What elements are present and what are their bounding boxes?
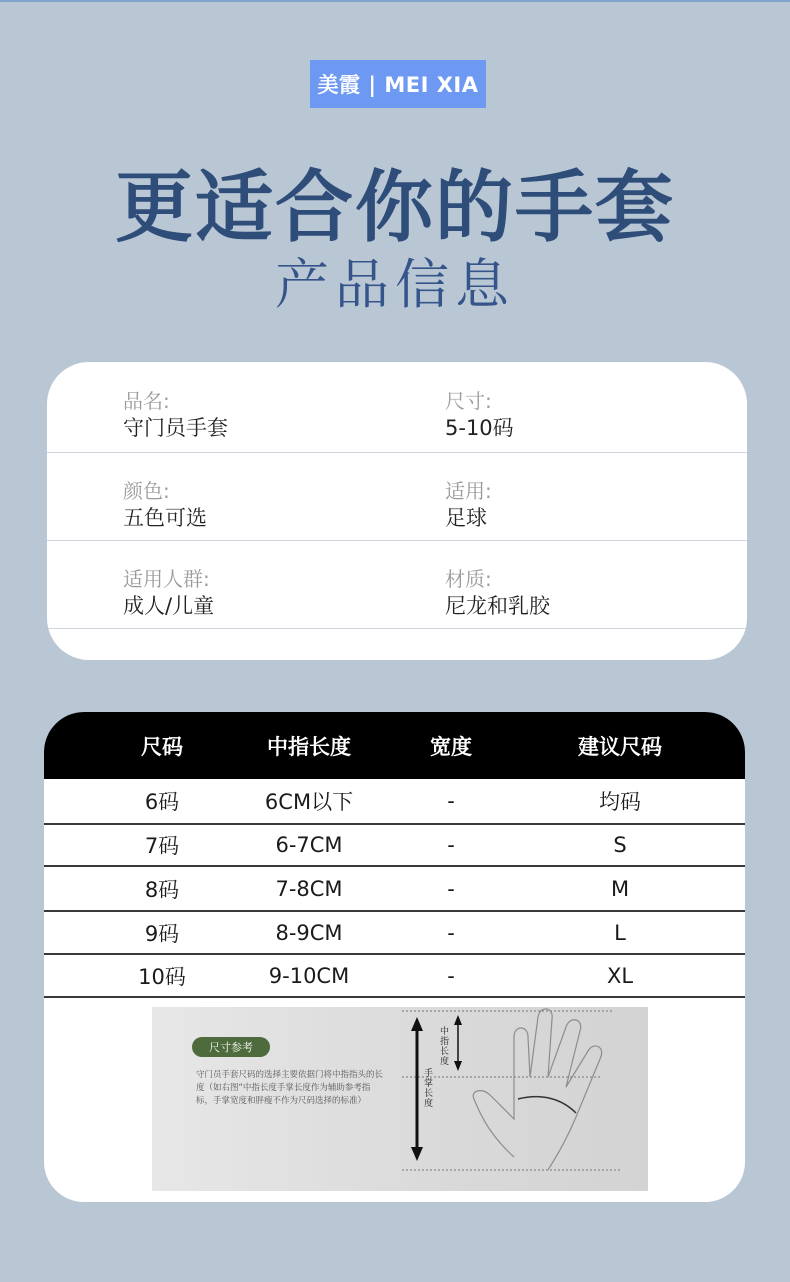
info-value: 守门员手套 bbox=[123, 416, 228, 440]
info-label: 材质: bbox=[445, 567, 492, 591]
info-value: 五色可选 bbox=[123, 506, 207, 530]
table-row bbox=[44, 867, 745, 912]
table-cell: - bbox=[447, 920, 455, 945]
table-header bbox=[44, 712, 745, 779]
size-reference-image bbox=[152, 1007, 648, 1191]
size-reference-text: 守门员手套尺码的选择主要依据门将中指指头的长度（如右图“中指长度手掌长度作为辅助参考指标，手掌宽度和胖瘦不作为尺码选择的标准） bbox=[196, 1070, 384, 1106]
info-row bbox=[47, 452, 747, 541]
table-header-suggested-size: 建议尺码 bbox=[578, 734, 662, 759]
table-cell: - bbox=[447, 789, 455, 813]
table-header-size: 尺码 bbox=[141, 734, 183, 759]
table-cell: L bbox=[614, 920, 626, 945]
info-value: 5-10码 bbox=[445, 416, 514, 440]
table-cell: 9码 bbox=[144, 921, 180, 946]
table-row bbox=[44, 955, 745, 998]
table-cell: M bbox=[610, 876, 630, 901]
table-cell: 6码 bbox=[144, 790, 180, 814]
table-cell: 9-10CM bbox=[268, 963, 350, 988]
info-value: 足球 bbox=[445, 506, 487, 530]
table-cell: - bbox=[447, 963, 455, 988]
table-cell: XL bbox=[606, 963, 634, 988]
table-cell: 均码 bbox=[599, 790, 641, 814]
info-value: 成人/儿童 bbox=[123, 594, 215, 618]
product-info-card bbox=[47, 362, 747, 660]
table-cell: - bbox=[447, 876, 455, 901]
middle-finger-length-label: 中指长度 bbox=[440, 1027, 450, 1067]
table-cell: S bbox=[613, 833, 627, 857]
info-cell-size bbox=[445, 388, 514, 442]
info-cell-color bbox=[123, 478, 207, 532]
info-cell-usage bbox=[445, 478, 492, 532]
table-cell: 6CM以下 bbox=[264, 790, 354, 814]
table-header-finger-length: 中指长度 bbox=[267, 734, 351, 759]
info-label: 适用: bbox=[445, 479, 492, 503]
info-label: 适用人群: bbox=[123, 567, 210, 591]
info-cell-name bbox=[123, 388, 228, 442]
table-row bbox=[44, 912, 745, 955]
info-label: 尺寸: bbox=[445, 389, 492, 413]
size-reference-tag: 尺寸参考 bbox=[192, 1037, 270, 1057]
table-row bbox=[44, 825, 745, 867]
info-label: 品名: bbox=[123, 389, 170, 413]
info-row bbox=[47, 362, 747, 453]
palm-length-label: 手掌长度 bbox=[424, 1069, 434, 1109]
table-cell: - bbox=[447, 833, 455, 857]
info-row bbox=[47, 540, 747, 629]
hand-measurement-diagram bbox=[152, 1007, 648, 1191]
info-cell-material bbox=[445, 566, 550, 620]
table-cell: 8码 bbox=[144, 877, 180, 902]
info-label: 颜色: bbox=[123, 479, 170, 503]
table-cell: 7码 bbox=[144, 834, 180, 858]
table-row bbox=[44, 779, 745, 825]
page-headline: 更适合你的手套 bbox=[114, 163, 675, 253]
info-value: 尼龙和乳胶 bbox=[445, 594, 550, 618]
page-subheadline: 产品信息 bbox=[275, 253, 515, 316]
table-cell: 10码 bbox=[138, 964, 186, 989]
table-header-width: 宽度 bbox=[430, 734, 472, 759]
brand-badge: 美霞 | MEI XIA bbox=[310, 60, 486, 108]
top-accent-line bbox=[0, 0, 790, 2]
table-cell: 8-9CM bbox=[275, 920, 343, 945]
table-cell: 6-7CM bbox=[275, 833, 343, 857]
info-cell-audience bbox=[123, 566, 214, 620]
table-cell: 7-8CM bbox=[275, 876, 343, 901]
size-table-card bbox=[44, 712, 745, 1202]
